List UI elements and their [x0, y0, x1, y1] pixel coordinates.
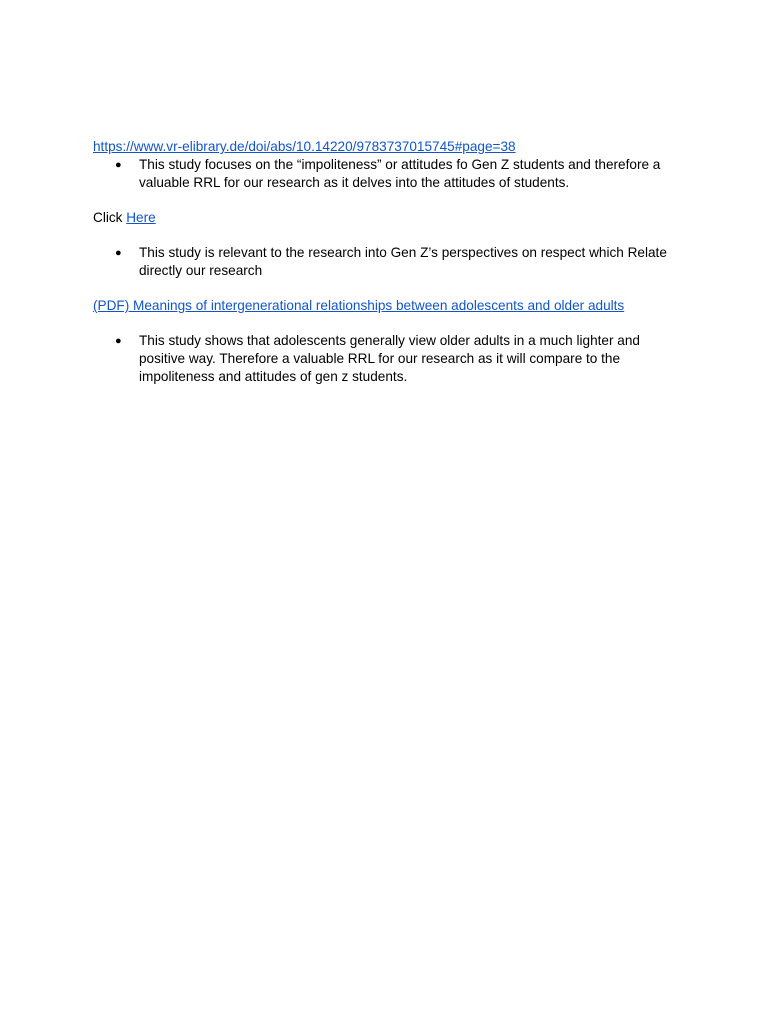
bullet-icon: ●	[115, 335, 122, 347]
click-prefix: Click	[93, 210, 123, 225]
bullet-icon: ●	[115, 159, 122, 171]
bullet-icon: ●	[115, 247, 122, 259]
section-3-link-line	[93, 297, 624, 315]
section-2-click-line	[93, 209, 156, 227]
section-2-bullet-text: This study is relevant to the research into Gen Z’s perspectives on respect which Relate directly our research	[139, 245, 667, 278]
section-3-bullet-text: This study shows that adolescents generally view older adults in a much lighter and positive way. Therefore a valuable RRL for our research as it will compare to the impoliteness and attitudes of gen z students.	[139, 333, 640, 384]
here-link[interactable]: Here	[126, 210, 156, 225]
pdf-intergenerational-link[interactable]: (PDF) Meanings of intergenerational relationships between adolescents and older adults	[93, 298, 625, 313]
vr-elibrary-link[interactable]: https://www.vr-elibrary.de/doi/abs/10.14220/9783737015745#page=38	[93, 139, 516, 154]
section-1-bullet-text: This study focuses on the “impoliteness” or attitudes fo Gen Z students and therefore a valuable RRL for our research as it delves into the attitudes of students.	[139, 157, 661, 190]
section-1-link-line	[93, 138, 516, 156]
